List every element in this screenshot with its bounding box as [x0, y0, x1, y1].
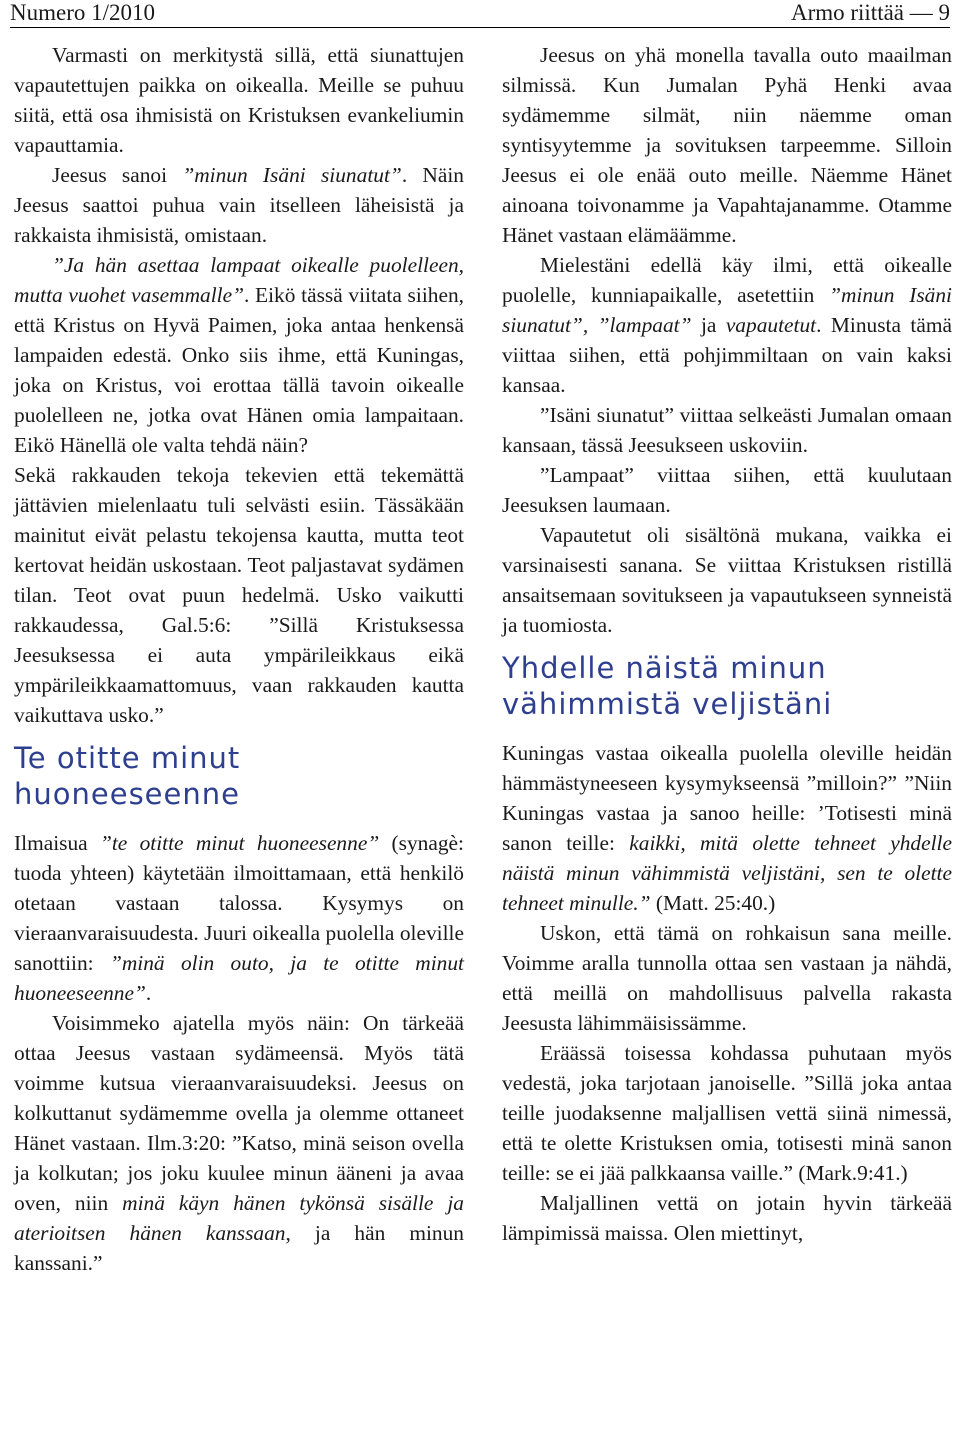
paragraph	[502, 738, 952, 918]
paragraph	[502, 520, 952, 640]
quote-text: kaikki, mitä olette tehneet yhdelle näistä minun vähimmistä veljistäni, sen te olette tehneet minulle.”	[502, 831, 952, 915]
paragraph-text: Varmasti on merkitystä sillä, että siunattujen vapautettujen paikka on oikealla. Meille se puhuu siitä, että osa ihmisistä on Kristuksen evankeliumin vapauttamia.	[14, 43, 464, 157]
paragraph	[14, 828, 464, 1008]
paragraph-text: Maljallinen vettä on jotain hyvin tärkeää lämpimissä maissa. Olen miettinyt,	[502, 1191, 952, 1245]
paragraph-text: ”Isäni siunatut” viittaa selkeästi Jumalan omaan kansaan, tässä Jeesukseen uskoviin.	[502, 403, 952, 457]
paragraph	[502, 40, 952, 250]
paragraph-text: Voisimmeko ajatella myös näin: On tärkeää ottaa Jeesus vastaan sydämeensä. Myös tätä voimme kutsua vieraanvaraisuudeksi. Jeesus on kolkuttanut sydämemme ovella ja olemme ottaneet Hänet vastaan. Ilm.3:20: ”Katso, minä seison ovella ja kolkutan; jos joku kuulee minun ääneni ja avaa oven, niin	[14, 1011, 464, 1215]
paragraph-text: Vapautetut oli sisältönä mukana, vaikka ei varsinaisesti sanana. Se viittaa Kristuksen ristillä ansaitsemaan sovitukseen ja vapautukseen synneistä ja tuomiosta.	[502, 523, 952, 637]
paragraph	[502, 460, 952, 520]
quote-text: minä käyn hänen tykönsä sisälle ja aterioitsen hänen kanssaan	[14, 1191, 464, 1245]
paragraph	[502, 1038, 952, 1188]
paragraph-text: ”Lampaat” viittaa siihen, että kuulutaan Jeesuksen laumaan.	[502, 463, 952, 517]
paragraph	[14, 160, 464, 250]
section-heading: Te otitte minut huoneeseenne	[14, 741, 241, 811]
paragraph	[502, 250, 952, 400]
quote-text: ”te otitte minut huoneesenne”	[99, 831, 380, 855]
paragraph-text: Uskon, että tämä on rohkaisun sana meille. Voimme aralla tunnolla ottaa sen vastaan ja nähdä, että meillä on mahdollisuus palvella rakasta Jeesusta lähimmäisissämme.	[502, 921, 952, 1035]
paragraph	[502, 918, 952, 1038]
paragraph	[502, 1188, 952, 1248]
paragraph-text: ja	[691, 313, 726, 337]
quote-text: ”minun Isäni siunatut”, ”lampaat”	[502, 283, 952, 337]
paragraph-text: Ilmaisua	[14, 831, 100, 855]
paragraph-text: Jeesus sanoi	[52, 163, 183, 187]
right-column	[502, 40, 952, 1248]
quote-text: vapautetut	[725, 313, 817, 337]
paragraph-text: (synagè: tuoda yhteen) käytetään ilmoittamaan, että henkilö otetaan vastaan talossa. Kysymys on vieraanvaraisuudesta. Juuri oikealla puolella oleville sanottiin:	[14, 831, 464, 975]
paragraph-text: , ja hän minun kanssani.”	[14, 1221, 464, 1275]
paragraph-text: (Matt. 25:40.)	[650, 891, 776, 915]
quote-text: ”minä olin outo, ja te otitte minut huoneeseenne”	[14, 951, 464, 1005]
paragraph-text: Jeesus on yhä monella tavalla outo maailman silmissä. Kun Jumalan Pyhä Henki avaa sydämemme silmät, niin näemme oman syntisyytemme ja sovituksen tarpeemme. Silloin Jeesus ei ole enää outo meille. Näemme Hänet ainoana toivonamme ja Vapahtajanamme. Otamme Hänet vastaan elämäämme.	[502, 43, 952, 247]
paragraph	[14, 1008, 464, 1278]
paragraph-text: Kuningas vastaa oikealla puolella oleville heidän hämmästyneeseen kysymykseensä ”milloin?” ”Niin Kuningas vastaa ja sanoo heille: ’Totisesti minä sanon teille:	[502, 741, 952, 855]
paragraph-text: Eräässä toisessa kohdassa puhutaan myös vedestä, joka tarjotaan janoiselle. ”Sillä joka antaa teille juodaksenne maljallisen vettä siinä nimessä, että te olette Kristuksen omia, totisesti minä sanon teille: se ei jää palkkaansa vaille.” (Mark.9:41.)	[502, 1041, 952, 1185]
paragraph-text: . Minusta tämä viittaa siihen, että pohjimmiltaan on vain kaksi kansaa.	[502, 313, 952, 397]
running-header	[10, 0, 950, 28]
paragraph	[14, 40, 464, 160]
paragraph-text: Mielestäni edellä käy ilmi, että oikealle puolelle, kunniapaikalle, asetettiin	[502, 253, 952, 307]
left-column	[14, 40, 464, 1278]
paragraph	[502, 400, 952, 460]
quote-text: ”minun Isäni siunatut”	[182, 163, 402, 187]
paragraph	[14, 250, 464, 460]
paragraph-text: . Eikö tässä viitata siihen, että Kristus on Hyvä Paimen, joka antaa henkensä lampaiden edestä. Onko siis ihme, että Kuningas, joka on Kristus, voi erottaa tällä tavoin oikealle puolelleen ne, jotka ovat Hänen omia lampaitaan. Eikö Hänellä ole valta tehdä näin?	[14, 283, 464, 457]
publication-title-page-number: Armo riittää — 9	[790, 0, 950, 25]
paragraph-text: .	[145, 981, 152, 1005]
paragraph	[14, 460, 464, 730]
issue-number: Numero 1/2010	[10, 0, 156, 25]
paragraph-text: . Näin Jeesus saattoi puhua vain itselleen läheisistä ja rakkaista ihmisistä, omistaan.	[14, 163, 464, 247]
section-heading: Yhdelle näistä minun vähimmistä veljistäni	[502, 651, 833, 721]
quote-text: ”Ja hän asettaa lampaat oikealle puolelleen, mutta vuohet vasemmalle”	[14, 253, 464, 307]
paragraph-text: Sekä rakkauden tekoja tekevien että tekemättä jättävien mielenlaatu tuli selvästi esiin. Tässäkään mainitut eivät pelastu tekojensa kautta, mutta teot kertovat heidän uskostaan. Teot paljastavat sydämen tilan. Teot ovat puun hedelmä. Usko vaikutti rakkaudessa, Gal.5:6: ”Sillä Kristuksessa Jeesuksessa ei auta ympärileikkaus eikä ympärileikkaamattomuus, vaan rakkauden kautta vaikuttava usko.”	[14, 463, 464, 727]
